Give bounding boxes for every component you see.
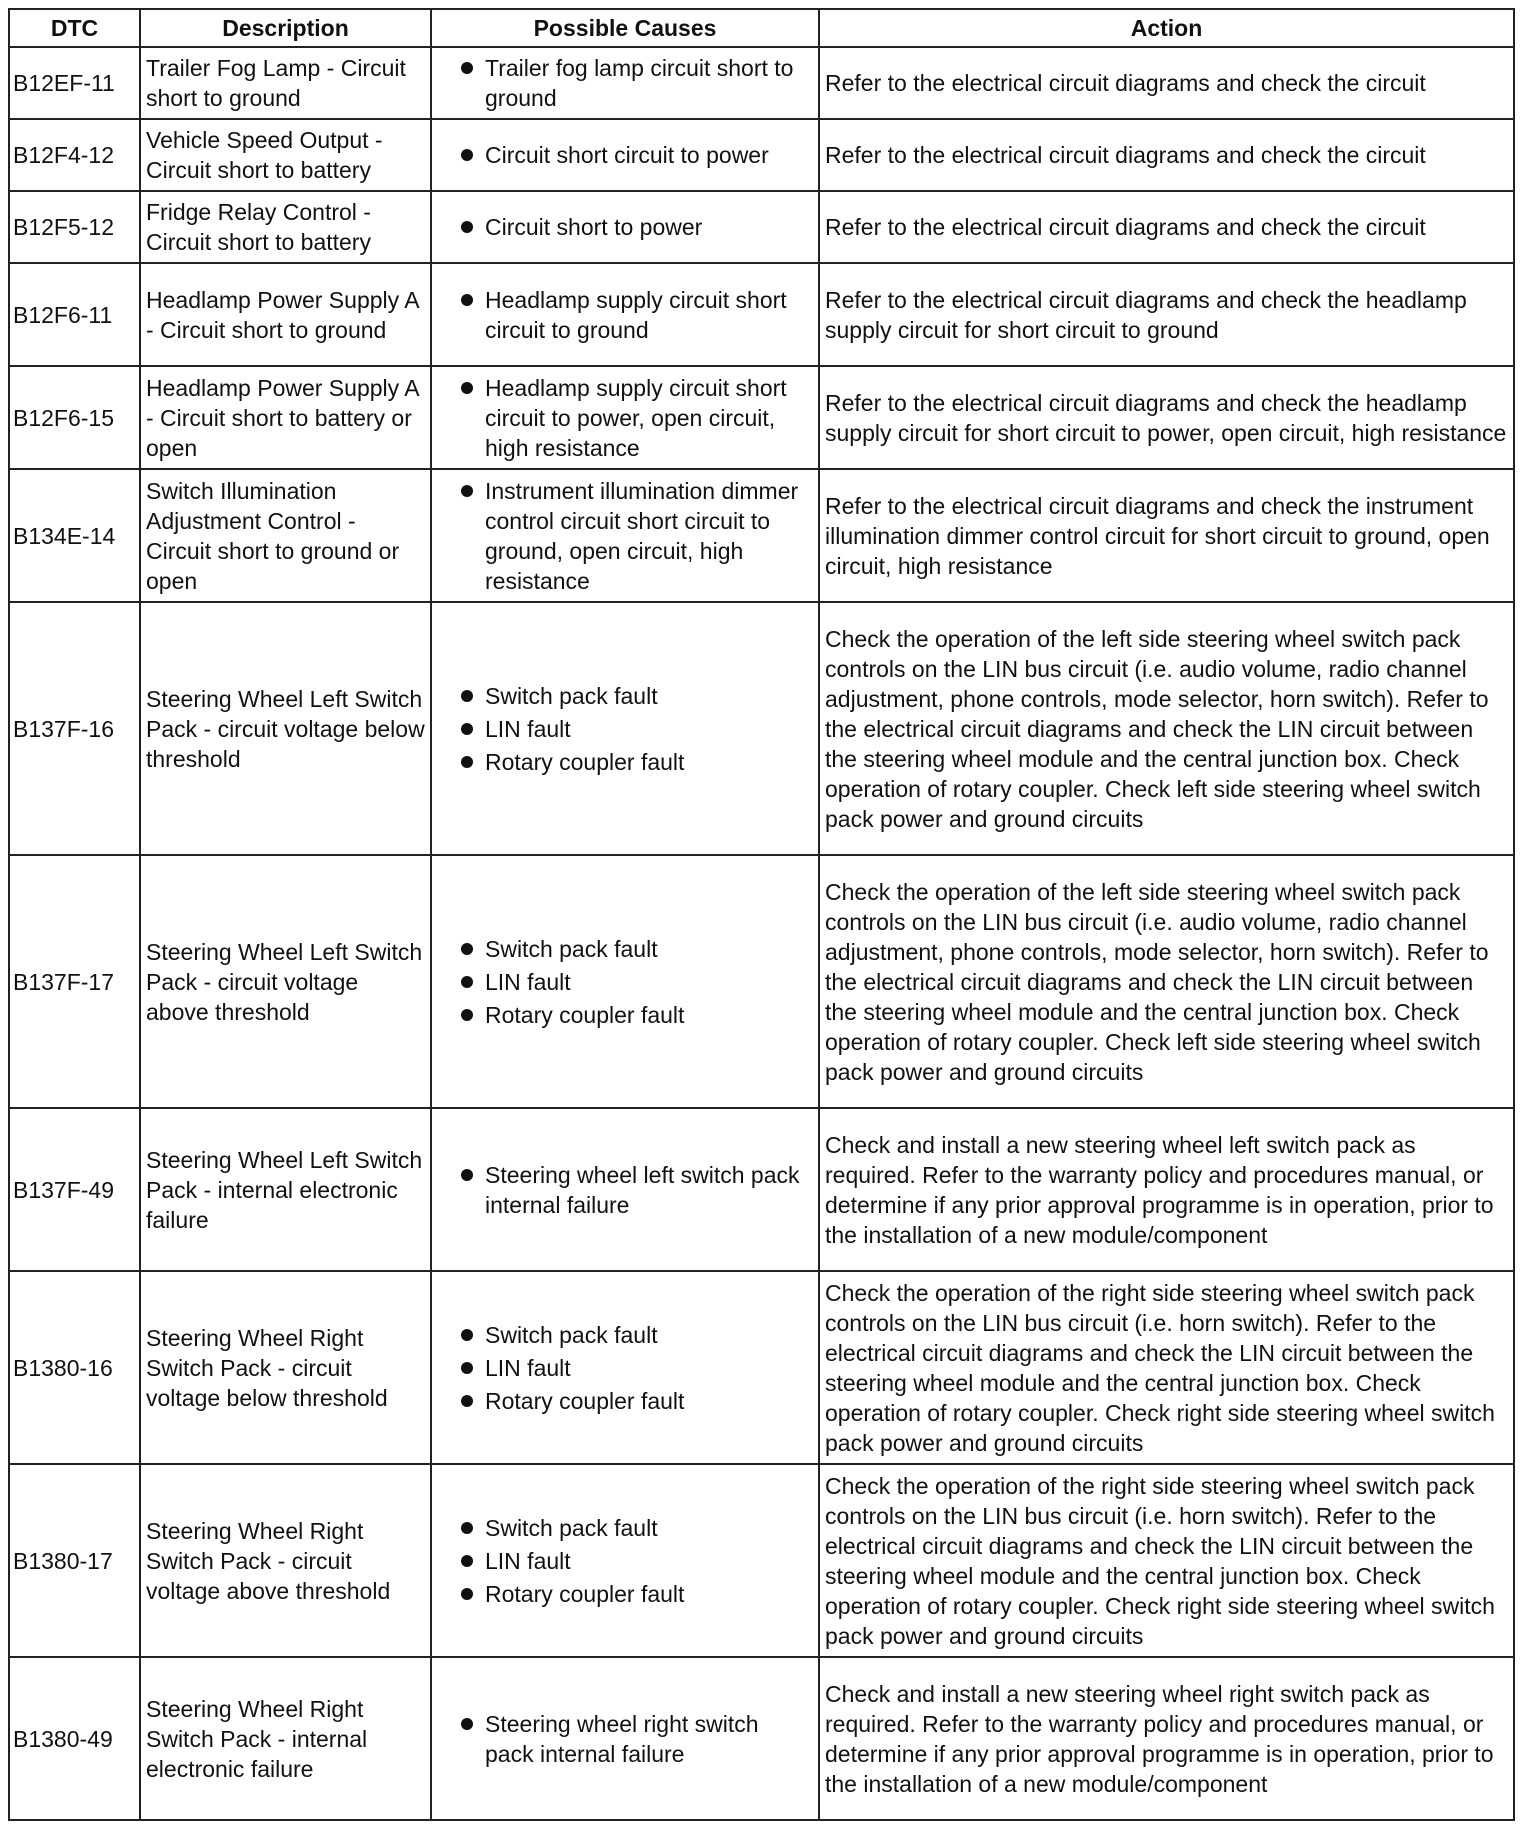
cause-text: Headlamp supply circuit short circuit to ground: [485, 286, 787, 343]
bullet-icon: [461, 976, 473, 988]
cause-text: Switch pack fault: [485, 935, 658, 962]
table-row: [9, 47, 1514, 119]
dtc-code: B12F6-15: [9, 366, 140, 469]
dtc-code: B137F-49: [9, 1108, 140, 1271]
cause-item: [437, 285, 813, 345]
cause-text: Rotary coupler fault: [485, 748, 685, 775]
table-header-row: [9, 9, 1514, 47]
causes-cell: [431, 366, 819, 469]
table-row: [9, 469, 1514, 602]
cause-item: [437, 53, 813, 113]
action-cell: Check the operation of the left side steering wheel switch pack controls on the LIN bus circuit (i.e. audio volume, radio channel adjustment, phone controls, mode selector, horn switch). Refer to the electrical circuit diagrams and check the LIN circuit between the steering wheel module and the central junction box. Check operation of rotary coupler. Check left side steering wheel switch pack power and ground circuits: [819, 855, 1514, 1108]
description-cell: Steering Wheel Right Switch Pack - circuit voltage below threshold: [140, 1271, 431, 1464]
bullet-icon: [461, 485, 473, 497]
description-cell: Steering Wheel Left Switch Pack - circuit voltage above threshold: [140, 855, 431, 1108]
table-body: [9, 47, 1514, 1820]
cause-text: Trailer fog lamp circuit short to ground: [485, 55, 794, 111]
bullet-icon: [461, 221, 473, 233]
action-cell: Check and install a new steering wheel right switch pack as required. Refer to the warranty policy and procedures manual, or determine if any prior approval programme is in operation, prior to the installation of a new module/component: [819, 1657, 1514, 1820]
bullet-icon: [461, 1395, 473, 1407]
table-row: [9, 191, 1514, 263]
cause-item: [437, 1513, 813, 1543]
cause-item: [437, 476, 813, 596]
description-cell: Steering Wheel Right Switch Pack - circuit voltage above threshold: [140, 1464, 431, 1657]
cause-item: [437, 1546, 813, 1576]
dtc-code: B12EF-11: [9, 47, 140, 119]
causes-cell: [431, 47, 819, 119]
cause-text: Switch pack fault: [485, 682, 658, 709]
cause-text: Circuit short to power: [485, 214, 703, 240]
bullet-icon: [461, 1522, 473, 1534]
bullet-icon: [461, 943, 473, 955]
causes-cell: [431, 119, 819, 191]
causes-list: [437, 53, 813, 113]
bullet-icon: [461, 294, 473, 306]
description-cell: Trailer Fog Lamp - Circuit short to ground: [140, 47, 431, 119]
cause-text: Headlamp supply circuit short circuit to power, open circuit, high resistance: [485, 374, 787, 461]
dtc-code: B12F6-11: [9, 263, 140, 366]
description-cell: Fridge Relay Control - Circuit short to battery: [140, 191, 431, 263]
cause-text: LIN fault: [485, 715, 571, 742]
table-row: [9, 1108, 1514, 1271]
causes-list: [437, 1709, 813, 1769]
cause-text: Rotary coupler fault: [485, 1001, 685, 1028]
causes-list: [437, 373, 813, 463]
bullet-icon: [461, 690, 473, 702]
cause-item: [437, 1000, 813, 1030]
table-row: [9, 1657, 1514, 1820]
description-cell: Steering Wheel Left Switch Pack - internal electronic failure: [140, 1108, 431, 1271]
dtc-code: B134E-14: [9, 469, 140, 602]
description-cell: Headlamp Power Supply A - Circuit short to battery or open: [140, 366, 431, 469]
action-cell: Check the operation of the left side steering wheel switch pack controls on the LIN bus circuit (i.e. audio volume, radio channel adjustment, phone controls, mode selector, horn switch). Refer to the electrical circuit diagrams and check the LIN circuit between the steering wheel module and the central junction box. Check operation of rotary coupler. Check left side steering wheel switch pack power and ground circuits: [819, 602, 1514, 855]
dtc-code: B1380-17: [9, 1464, 140, 1657]
cause-item: [437, 1320, 813, 1350]
bullet-icon: [461, 382, 473, 394]
cause-item: [437, 1353, 813, 1383]
description-cell: Steering Wheel Left Switch Pack - circuit voltage below threshold: [140, 602, 431, 855]
action-cell: Refer to the electrical circuit diagrams and check the headlamp supply circuit for short circuit to power, open circuit, high resistance: [819, 366, 1514, 469]
description-cell: Switch Illumination Adjustment Control - Circuit short to ground or open: [140, 469, 431, 602]
table-row: [9, 119, 1514, 191]
description-cell: Headlamp Power Supply A - Circuit short to ground: [140, 263, 431, 366]
cause-text: Steering wheel right switch pack internal failure: [485, 1710, 759, 1767]
cause-item: [437, 1386, 813, 1416]
table-row: [9, 366, 1514, 469]
description-cell: Vehicle Speed Output - Circuit short to battery: [140, 119, 431, 191]
causes-cell: [431, 191, 819, 263]
description-cell: Steering Wheel Right Switch Pack - internal electronic failure: [140, 1657, 431, 1820]
dtc-code: B12F4-12: [9, 119, 140, 191]
causes-cell: [431, 1271, 819, 1464]
cause-item: [437, 714, 813, 744]
causes-list: [437, 1513, 813, 1609]
dtc-code: B137F-17: [9, 855, 140, 1108]
causes-list: [437, 1160, 813, 1220]
cause-text: Circuit short circuit to power: [485, 142, 769, 168]
causes-list: [437, 140, 813, 170]
causes-cell: [431, 1108, 819, 1271]
causes-cell: [431, 1464, 819, 1657]
causes-list: [437, 212, 813, 242]
causes-list: [437, 681, 813, 777]
action-cell: Refer to the electrical circuit diagrams and check the instrument illumination dimmer control circuit for short circuit to ground, open circuit, high resistance: [819, 469, 1514, 602]
bullet-icon: [461, 1718, 473, 1730]
cause-text: Rotary coupler fault: [485, 1387, 685, 1414]
bullet-icon: [461, 723, 473, 735]
dtc-code: B12F5-12: [9, 191, 140, 263]
cause-item: [437, 681, 813, 711]
bullet-icon: [461, 1009, 473, 1021]
bullet-icon: [461, 1329, 473, 1341]
cause-item: [437, 747, 813, 777]
header-action: Action: [819, 9, 1514, 47]
cause-item: [437, 967, 813, 997]
cause-item: [437, 212, 813, 242]
bullet-icon: [461, 756, 473, 768]
cause-item: [437, 1160, 813, 1220]
cause-item: [437, 1579, 813, 1609]
header-possible-causes: Possible Causes: [431, 9, 819, 47]
header-dtc: DTC: [9, 9, 140, 47]
cause-text: LIN fault: [485, 968, 571, 995]
cause-text: Switch pack fault: [485, 1321, 658, 1348]
table-row: [9, 1271, 1514, 1464]
dtc-code: B137F-16: [9, 602, 140, 855]
causes-list: [437, 476, 813, 596]
cause-text: LIN fault: [485, 1547, 571, 1574]
bullet-icon: [461, 1362, 473, 1374]
cause-text: Switch pack fault: [485, 1514, 658, 1541]
causes-list: [437, 1320, 813, 1416]
cause-text: Steering wheel left switch pack internal failure: [485, 1161, 800, 1218]
bullet-icon: [461, 149, 473, 161]
action-cell: Check the operation of the right side steering wheel switch pack controls on the LIN bus circuit (i.e. horn switch). Refer to the electrical circuit diagrams and check the LIN circuit between the steering wheel module and the central junction box. Check operation of rotary coupler. Check right side steering wheel switch pack power and ground circuits: [819, 1271, 1514, 1464]
action-cell: Refer to the electrical circuit diagrams and check the circuit: [819, 47, 1514, 119]
dtc-table: [8, 8, 1515, 1821]
action-cell: Refer to the electrical circuit diagrams and check the circuit: [819, 191, 1514, 263]
table-row: [9, 263, 1514, 366]
cause-item: [437, 1709, 813, 1769]
header-description: Description: [140, 9, 431, 47]
action-cell: Check the operation of the right side steering wheel switch pack controls on the LIN bus circuit (i.e. horn switch). Refer to the electrical circuit diagrams and check the LIN circuit between the steering wheel module and the central junction box. Check operation of rotary coupler. Check right side steering wheel switch pack power and ground circuits: [819, 1464, 1514, 1657]
causes-cell: [431, 602, 819, 855]
causes-list: [437, 285, 813, 345]
cause-item: [437, 373, 813, 463]
table-row: [9, 1464, 1514, 1657]
cause-item: [437, 140, 813, 170]
causes-cell: [431, 263, 819, 366]
bullet-icon: [461, 62, 473, 74]
dtc-code: B1380-16: [9, 1271, 140, 1464]
bullet-icon: [461, 1169, 473, 1181]
table-row: [9, 855, 1514, 1108]
cause-text: LIN fault: [485, 1354, 571, 1381]
causes-cell: [431, 1657, 819, 1820]
causes-cell: [431, 855, 819, 1108]
bullet-icon: [461, 1555, 473, 1567]
cause-item: [437, 934, 813, 964]
cause-text: Instrument illumination dimmer control circuit short circuit to ground, open circuit, high resistance: [485, 477, 799, 594]
causes-list: [437, 934, 813, 1030]
table-row: [9, 602, 1514, 855]
action-cell: Refer to the electrical circuit diagrams and check the circuit: [819, 119, 1514, 191]
action-cell: Refer to the electrical circuit diagrams and check the headlamp supply circuit for short circuit to ground: [819, 263, 1514, 366]
action-cell: Check and install a new steering wheel left switch pack as required. Refer to the warranty policy and procedures manual, or determine if any prior approval programme is in operation, prior to the installation of a new module/component: [819, 1108, 1514, 1271]
causes-cell: [431, 469, 819, 602]
document-page: [8, 8, 1513, 1818]
bullet-icon: [461, 1588, 473, 1600]
dtc-code: B1380-49: [9, 1657, 140, 1820]
cause-text: Rotary coupler fault: [485, 1580, 685, 1607]
